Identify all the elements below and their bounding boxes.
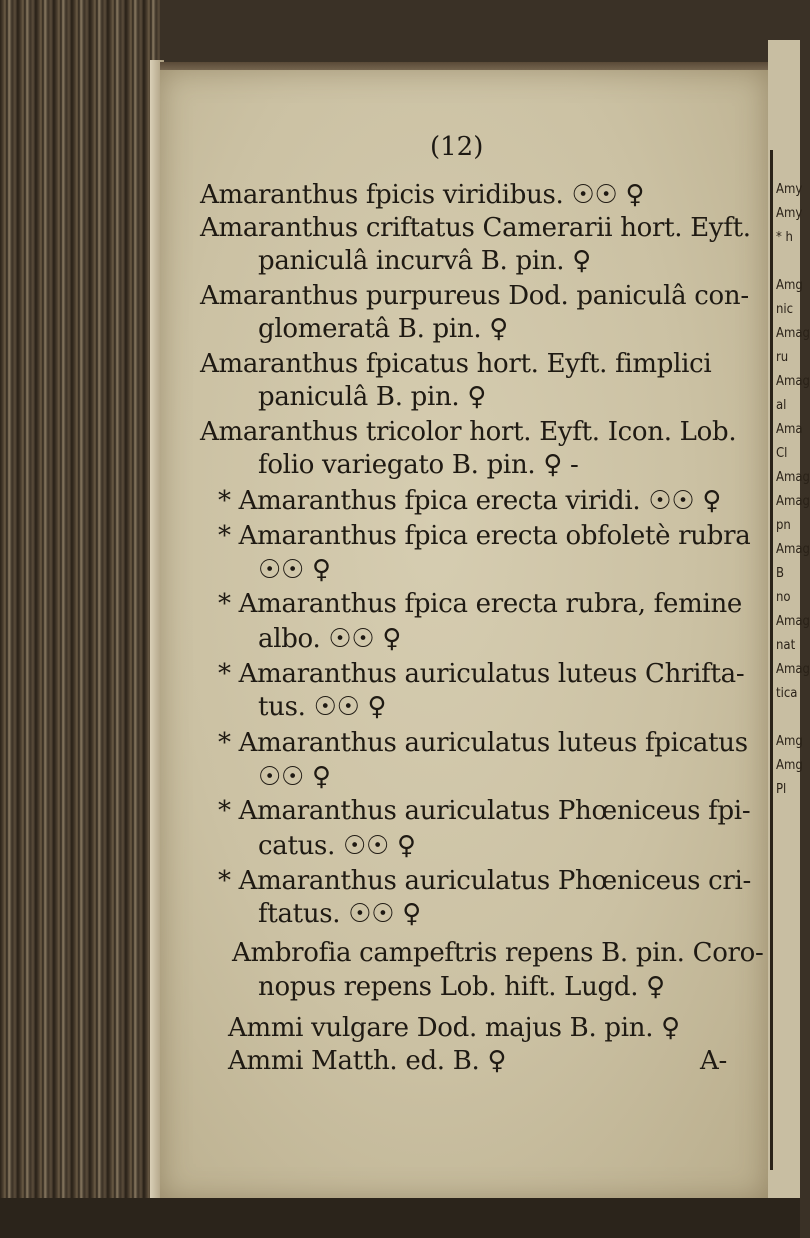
- text-line: * Amaranthus auriculatus Phœniceus fpi-: [218, 796, 751, 826]
- fragment: no: [776, 590, 791, 605]
- page-gutter-rule: [770, 150, 773, 1170]
- text-line: nopus repens Lob. hift. Lugd. ♀: [258, 972, 665, 1002]
- catchword: A-: [700, 1046, 727, 1076]
- text-line: Amaranthus fpicatus hort. Eyft. fimplici: [200, 349, 712, 379]
- text-line: * Amaranthus fpica erecta viridi. ☉☉ ♀: [218, 486, 722, 516]
- fragment: Pl: [776, 782, 787, 797]
- text-line: Amaranthus criftatus Camerarii hort. Eyft.: [200, 213, 751, 243]
- fragment: Amag: [776, 470, 810, 485]
- text-line: Ambrofia campeftris repens B. pin. Coro-: [232, 938, 764, 968]
- fragment: Amag: [776, 542, 810, 557]
- text-line: glomeratâ B. pin. ♀: [258, 314, 508, 344]
- book-bottom-shadow: [0, 1198, 800, 1238]
- fragment: Amy: [776, 206, 803, 221]
- fragment: Amy: [776, 182, 803, 197]
- text-line: albo. ☉☉ ♀: [258, 624, 402, 654]
- fragment: Amag: [776, 662, 810, 677]
- fragment: Cl: [776, 446, 788, 461]
- text-line: ☉☉ ♀: [258, 555, 331, 585]
- text-line: Ammi vulgare Dod. majus B. pin. ♀: [228, 1013, 680, 1043]
- text-line: tus. ☉☉ ♀: [258, 692, 387, 722]
- fragment: tica: [776, 686, 798, 701]
- adjacent-page-fragments: [776, 178, 810, 802]
- fragment: pn: [776, 518, 791, 533]
- fragment: * h: [776, 230, 793, 245]
- text-line: Amaranthus tricolor hort. Eyft. Icon. Lob.: [200, 417, 737, 447]
- fragment: nat: [776, 638, 796, 653]
- fragment: Amg: [776, 758, 803, 773]
- fragment: Amag: [776, 494, 810, 509]
- text-line: * Amaranthus auriculatus Phœniceus cri-: [218, 866, 752, 896]
- text-line: paniculâ B. pin. ♀: [258, 382, 487, 412]
- text-line: * Amaranthus auriculatus luteus Chrifta-: [218, 659, 745, 689]
- fragment: al: [776, 398, 787, 413]
- text-line: paniculâ incurvâ B. pin. ♀: [258, 246, 591, 276]
- book-page-stack: [0, 0, 160, 1238]
- fragment: ru: [776, 350, 789, 365]
- text-line: ftatus. ☉☉ ♀: [258, 899, 421, 929]
- fragment: Amag: [776, 326, 810, 341]
- text-line: Amaranthus fpicis viridibus. ☉☉ ♀: [200, 180, 645, 210]
- text-line: ☉☉ ♀: [258, 762, 331, 792]
- fragment: Amag: [776, 614, 810, 629]
- text-line: folio variegato B. pin. ♀ -: [258, 450, 579, 480]
- fragment: Amag: [776, 374, 810, 389]
- text-line: * Amaranthus fpica erecta rubra, femine: [218, 589, 742, 619]
- fragment: B: [776, 566, 785, 581]
- page-number: (12): [430, 132, 484, 162]
- text-line: * Amaranthus auriculatus luteus fpicatus: [218, 728, 748, 758]
- text-line: catus. ☉☉ ♀: [258, 831, 416, 861]
- text-line: Amaranthus purpureus Dod. paniculâ con-: [200, 281, 749, 311]
- fragment: Amg: [776, 734, 803, 749]
- fragment: nic: [776, 302, 794, 317]
- text-line: * Amaranthus fpica erecta obfoletè rubra: [218, 521, 751, 551]
- fragment: Ama: [776, 422, 803, 437]
- fragment: Amg: [776, 278, 803, 293]
- text-line: Ammi Matth. ed. B. ♀: [228, 1046, 507, 1076]
